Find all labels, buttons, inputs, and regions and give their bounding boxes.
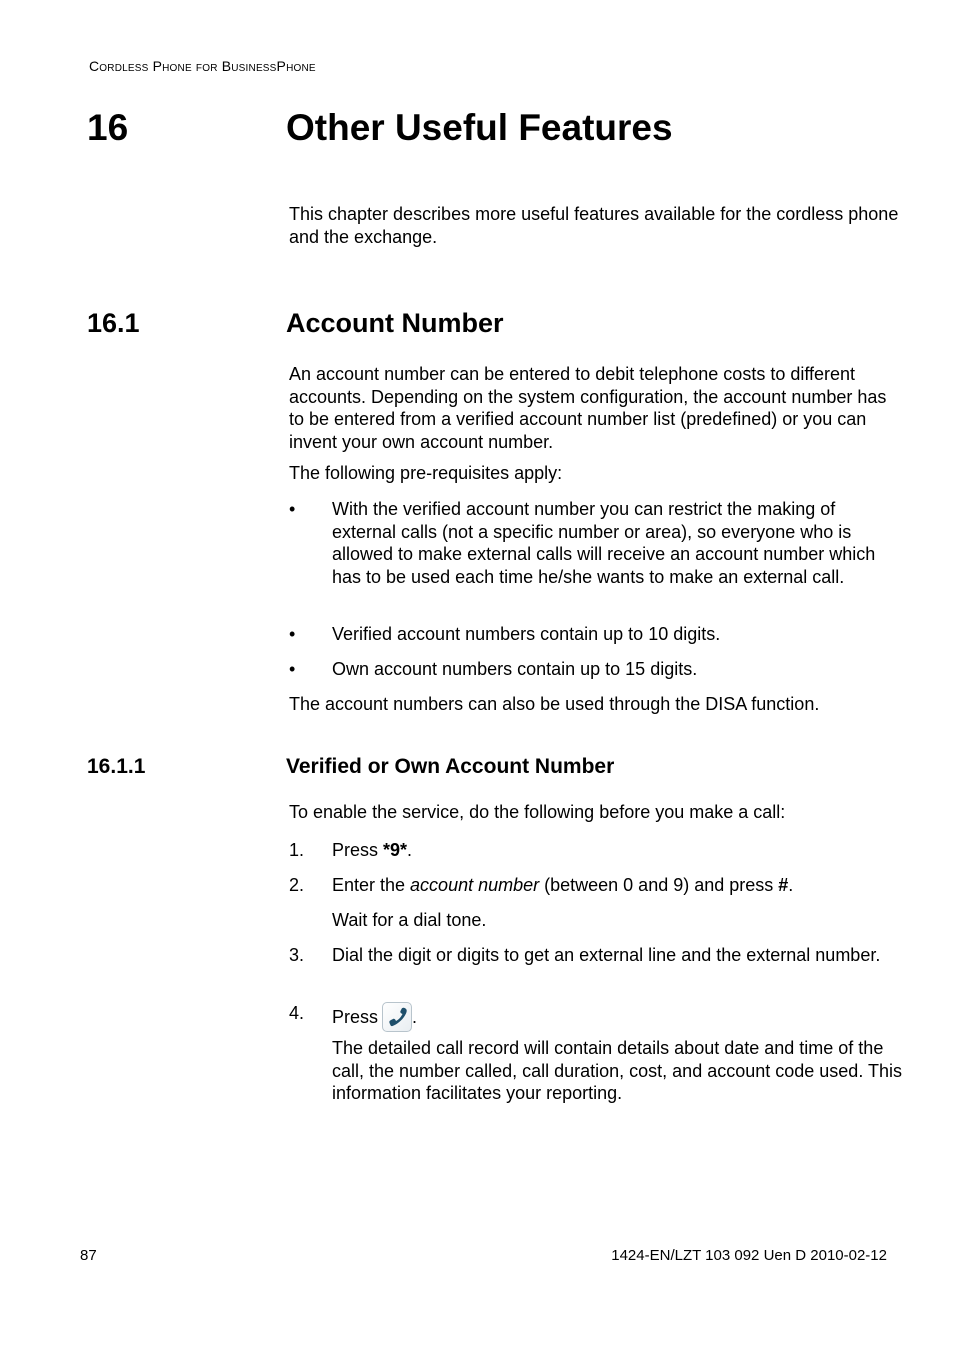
step-2-note: Wait for a dial tone. [332, 910, 487, 930]
section-paragraph-2: The following pre-requisites apply: [289, 463, 563, 483]
document-id: 1424-EN/LZT 103 092 Uen D 2010-02-12 [611, 1247, 887, 1264]
bullet-item: With the verified account number you can restrict the making of external calls (not a specific number or area), so everyone who is allowed to make external calls will receive an account number which has to be used each time he/she wants to make an external call. [332, 499, 876, 587]
page-number: 87 [80, 1247, 97, 1264]
step-1-text: Press *9*. [332, 840, 413, 860]
step-4-text: Press . [332, 1002, 904, 1032]
hash-key: # [778, 875, 789, 895]
section-paragraph-3: The account numbers can also be used through the DISA function. [289, 694, 820, 714]
chapter-number: 16 [87, 107, 129, 148]
bullet-item: Verified account numbers contain up to 10 digits. [332, 624, 721, 644]
subsection-title: Verified or Own Account Number [286, 755, 615, 778]
section-number: 16.1 [87, 308, 140, 338]
bullet-item: Own account numbers contain up to 15 digits. [332, 659, 698, 679]
step-number: 1. [289, 840, 305, 860]
step-number: 4. [289, 1003, 305, 1023]
step-4-note: The detailed call record will contain details about date and time of the call, the number called, call duration, cost, and account code used. This information facilitates your reporting. [332, 1038, 902, 1103]
chapter-intro: This chapter describes more useful features available for the cordless phone and the exchange. [289, 204, 899, 247]
bullet-marker: • [289, 499, 296, 519]
subsection-number: 16.1.1 [87, 755, 146, 778]
bullet-marker: • [289, 659, 296, 679]
phone-call-key-icon [382, 1002, 412, 1032]
section-paragraph-1: An account number can be entered to debit telephone costs to different accounts. Depending on the system configuration, the account number has to be entered from a verified account number list (predefined) or you can invent your own account number. [289, 364, 887, 452]
running-header: Cordless Phone for BusinessPhone [89, 58, 316, 74]
step-number: 3. [289, 945, 305, 965]
account-number-term: account number [410, 875, 540, 895]
step-number: 2. [289, 875, 305, 895]
bullet-marker: • [289, 624, 296, 644]
chapter-title: Other Useful Features [286, 107, 673, 148]
key-sequence: *9* [383, 840, 408, 860]
section-title: Account Number [286, 308, 504, 338]
step-2-text: Enter the account number (between 0 and 9) and press #. [332, 875, 794, 895]
subsection-intro: To enable the service, do the following before you make a call: [289, 802, 786, 822]
step-3-text: Dial the digit or digits to get an external line and the external number. [332, 945, 881, 965]
